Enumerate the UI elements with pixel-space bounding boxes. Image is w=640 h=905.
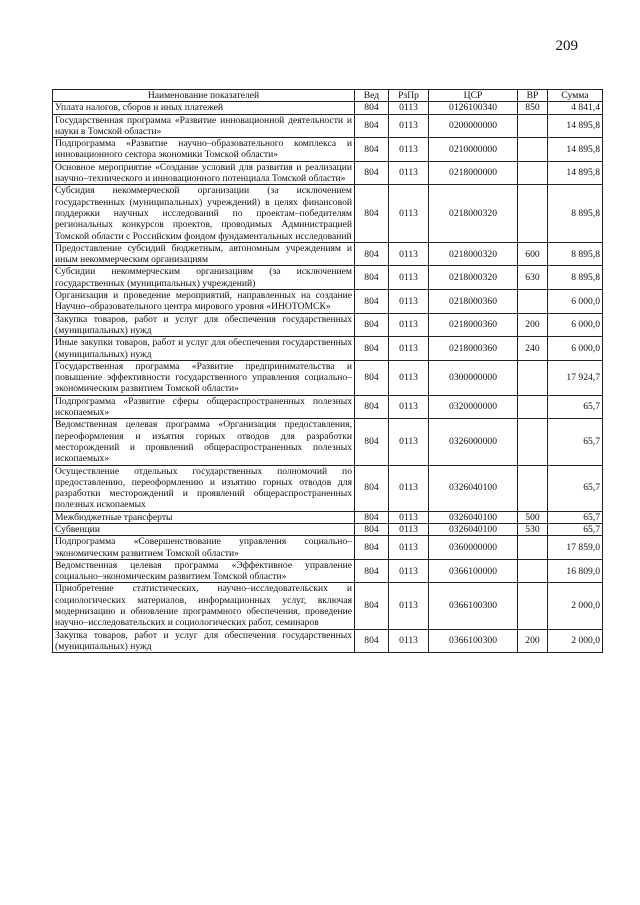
table-row [53, 523, 603, 535]
row-sum: 2 000,0 [548, 629, 603, 653]
table-row [53, 102, 603, 114]
row-sum: 8 895,8 [548, 185, 603, 242]
row-ved: 804 [355, 138, 389, 162]
row-rzpr: 0113 [389, 629, 429, 653]
row-vr: 630 [518, 266, 548, 290]
table-row [53, 536, 603, 560]
row-csr: 0326000000 [429, 419, 518, 465]
row-csr: 0366100000 [429, 559, 518, 583]
row-ved: 804 [355, 395, 389, 419]
row-vr [518, 114, 548, 138]
row-name: Субсидия некоммерческой организации (за исключением государственных (муниципальных) учреждений) в целях финансовой поддержки научных исследований по проектам–победителям региональных конкурсов проектов, проводимых Администрацией Томской области с Российским фондом фундаментальных исследований [53, 185, 355, 242]
row-rzpr: 0113 [389, 290, 429, 314]
row-vr: 200 [518, 313, 548, 337]
row-ved: 804 [355, 185, 389, 242]
row-ved: 804 [355, 511, 389, 523]
row-rzpr: 0113 [389, 395, 429, 419]
row-ved: 804 [355, 290, 389, 314]
row-vr: 200 [518, 629, 548, 653]
row-csr: 0218000360 [429, 313, 518, 337]
row-rzpr: 0113 [389, 360, 429, 395]
row-csr: 0200000000 [429, 114, 518, 138]
row-name: Иные закупки товаров, работ и услуг для обеспечения государственных (муниципальных) нужд [53, 337, 355, 361]
row-rzpr: 0113 [389, 313, 429, 337]
row-name: Подпрограмма «Развитие научно–образовательного комплекса и инновационного сектора экономики Томской области» [53, 138, 355, 162]
row-sum: 14 895,8 [548, 114, 603, 138]
row-name: Закупка товаров, работ и услуг для обеспечения государственных (муниципальных) нужд [53, 629, 355, 653]
row-sum: 17 924,7 [548, 360, 603, 395]
row-csr: 0218000360 [429, 290, 518, 314]
table-row [53, 242, 603, 266]
table-row [53, 313, 603, 337]
row-name: Ведомственная целевая программа «Эффективное управление социально–экономическим развитием Томской области» [53, 559, 355, 583]
row-ved: 804 [355, 242, 389, 266]
row-name: Подпрограмма «Развитие сферы общераспространенных полезных ископаемых» [53, 395, 355, 419]
row-sum: 65,7 [548, 395, 603, 419]
row-csr: 0210000000 [429, 138, 518, 162]
row-csr: 0326040100 [429, 523, 518, 535]
row-sum: 8 895,8 [548, 242, 603, 266]
page-number: 209 [555, 38, 578, 54]
table-row [53, 138, 603, 162]
row-rzpr: 0113 [389, 465, 429, 511]
row-ved: 804 [355, 102, 389, 114]
row-rzpr: 0113 [389, 583, 429, 629]
row-csr: 0326040100 [429, 511, 518, 523]
table-row [53, 161, 603, 185]
table-row [53, 559, 603, 583]
table-body [53, 102, 603, 653]
table-row [53, 360, 603, 395]
header-row [53, 90, 603, 102]
row-name: Подпрограмма «Совершенствование управления социально–экономическим развитием Томской области» [53, 536, 355, 560]
table-row [53, 511, 603, 523]
row-rzpr: 0113 [389, 559, 429, 583]
row-ved: 804 [355, 629, 389, 653]
row-sum: 2 000,0 [548, 583, 603, 629]
row-sum: 4 841,4 [548, 102, 603, 114]
row-csr: 0218000320 [429, 185, 518, 242]
row-vr: 240 [518, 337, 548, 361]
row-vr [518, 465, 548, 511]
row-ved: 804 [355, 583, 389, 629]
row-sum: 65,7 [548, 419, 603, 465]
row-csr: 0218000360 [429, 337, 518, 361]
row-sum: 65,7 [548, 523, 603, 535]
row-csr: 0320000000 [429, 395, 518, 419]
row-rzpr: 0113 [389, 114, 429, 138]
row-ved: 804 [355, 559, 389, 583]
table-row [53, 629, 603, 653]
row-csr: 0326040100 [429, 465, 518, 511]
row-ved: 804 [355, 419, 389, 465]
row-name: Государственная программа «Развитие инновационной деятельности и науки в Томской области» [53, 114, 355, 138]
row-rzpr: 0113 [389, 102, 429, 114]
header-name: Наименование показателей [53, 90, 355, 102]
table-row [53, 290, 603, 314]
row-vr: 530 [518, 523, 548, 535]
row-sum: 6 000,0 [548, 313, 603, 337]
row-ved: 804 [355, 360, 389, 395]
header-ved: Вед [355, 90, 389, 102]
table-row [53, 114, 603, 138]
row-csr: 0218000320 [429, 266, 518, 290]
row-sum: 6 000,0 [548, 337, 603, 361]
row-vr: 600 [518, 242, 548, 266]
row-vr [518, 138, 548, 162]
row-vr [518, 290, 548, 314]
row-name: Приобретение статистических, научно–исследовательских и социологических материалов, информационных услуг, включая модернизацию и обновление программного обеспечения, проведение научно–исследовательских и социологических работ, семинаров [53, 583, 355, 629]
row-csr: 0218000000 [429, 161, 518, 185]
row-vr: 850 [518, 102, 548, 114]
header-vr: ВР [518, 90, 548, 102]
row-name: Предоставление субсидий бюджетным, автономным учреждениям и иным некоммерческим организациям [53, 242, 355, 266]
row-vr [518, 583, 548, 629]
row-rzpr: 0113 [389, 161, 429, 185]
row-ved: 804 [355, 266, 389, 290]
table-row [53, 337, 603, 361]
row-sum: 14 895,8 [548, 138, 603, 162]
row-csr: 0366100300 [429, 629, 518, 653]
table-row [53, 395, 603, 419]
row-ved: 804 [355, 313, 389, 337]
header-sum: Сумма [548, 90, 603, 102]
row-name: Закупка товаров, работ и услуг для обеспечения государственных (муниципальных) нужд [53, 313, 355, 337]
row-csr: 0126100340 [429, 102, 518, 114]
row-vr [518, 185, 548, 242]
table-row [53, 583, 603, 629]
row-rzpr: 0113 [389, 511, 429, 523]
row-name: Осуществление отдельных государственных полномочий по предоставлению, переоформлению и изъятию горных отводов для разработки месторождений и проявлений общераспространенных полезных ископаемых [53, 465, 355, 511]
row-vr [518, 419, 548, 465]
row-rzpr: 0113 [389, 138, 429, 162]
row-rzpr: 0113 [389, 419, 429, 465]
row-csr: 0366100300 [429, 583, 518, 629]
row-csr: 0300000000 [429, 360, 518, 395]
row-vr [518, 161, 548, 185]
row-name: Субсидии некоммерческим организациям (за исключением государственных (муниципальных) учреждений) [53, 266, 355, 290]
row-vr [518, 559, 548, 583]
row-rzpr: 0113 [389, 337, 429, 361]
row-vr [518, 395, 548, 419]
row-ved: 804 [355, 523, 389, 535]
row-vr: 500 [518, 511, 548, 523]
row-csr: 0360000000 [429, 536, 518, 560]
table-row [53, 419, 603, 465]
row-name: Ведомственная целевая программа «Организация предоставления, переоформления и изъятия горных отводов для разработки месторождений и проявлений общераспространенных полезных ископаемых» [53, 419, 355, 465]
row-rzpr: 0113 [389, 536, 429, 560]
row-ved: 804 [355, 536, 389, 560]
row-csr: 0218000320 [429, 242, 518, 266]
row-name: Основное мероприятие «Создание условий для развития и реализации научно–технического и инновационного потенциала Томской области» [53, 161, 355, 185]
row-sum: 8 895,8 [548, 266, 603, 290]
row-sum: 65,7 [548, 465, 603, 511]
row-sum: 17 859,0 [548, 536, 603, 560]
row-rzpr: 0113 [389, 242, 429, 266]
row-name: Государственная программа «Развитие предпринимательства и повышение эффективности государственного управления социально–экономическим развитием Томской области» [53, 360, 355, 395]
row-name: Межбюджетные трансферты [53, 511, 355, 523]
row-sum: 6 000,0 [548, 290, 603, 314]
row-ved: 804 [355, 465, 389, 511]
row-sum: 65,7 [548, 511, 603, 523]
row-ved: 804 [355, 114, 389, 138]
row-name: Уплата налогов, сборов и иных платежей [53, 102, 355, 114]
row-rzpr: 0113 [389, 266, 429, 290]
row-rzpr: 0113 [389, 185, 429, 242]
row-name: Организация и проведение мероприятий, направленных на создание Научно–образовательного центра мирового уровня «ИНОТОМСК» [53, 290, 355, 314]
table-row [53, 465, 603, 511]
table-row [53, 185, 603, 242]
header-rzpr: РзПр [389, 90, 429, 102]
table-row [53, 266, 603, 290]
header-csr: ЦСР [429, 90, 518, 102]
row-sum: 16 809,0 [548, 559, 603, 583]
row-vr [518, 536, 548, 560]
row-vr [518, 360, 548, 395]
row-ved: 804 [355, 161, 389, 185]
row-name: Субвенции [53, 523, 355, 535]
row-rzpr: 0113 [389, 523, 429, 535]
row-ved: 804 [355, 337, 389, 361]
row-sum: 14 895,8 [548, 161, 603, 185]
budget-table [52, 89, 603, 653]
